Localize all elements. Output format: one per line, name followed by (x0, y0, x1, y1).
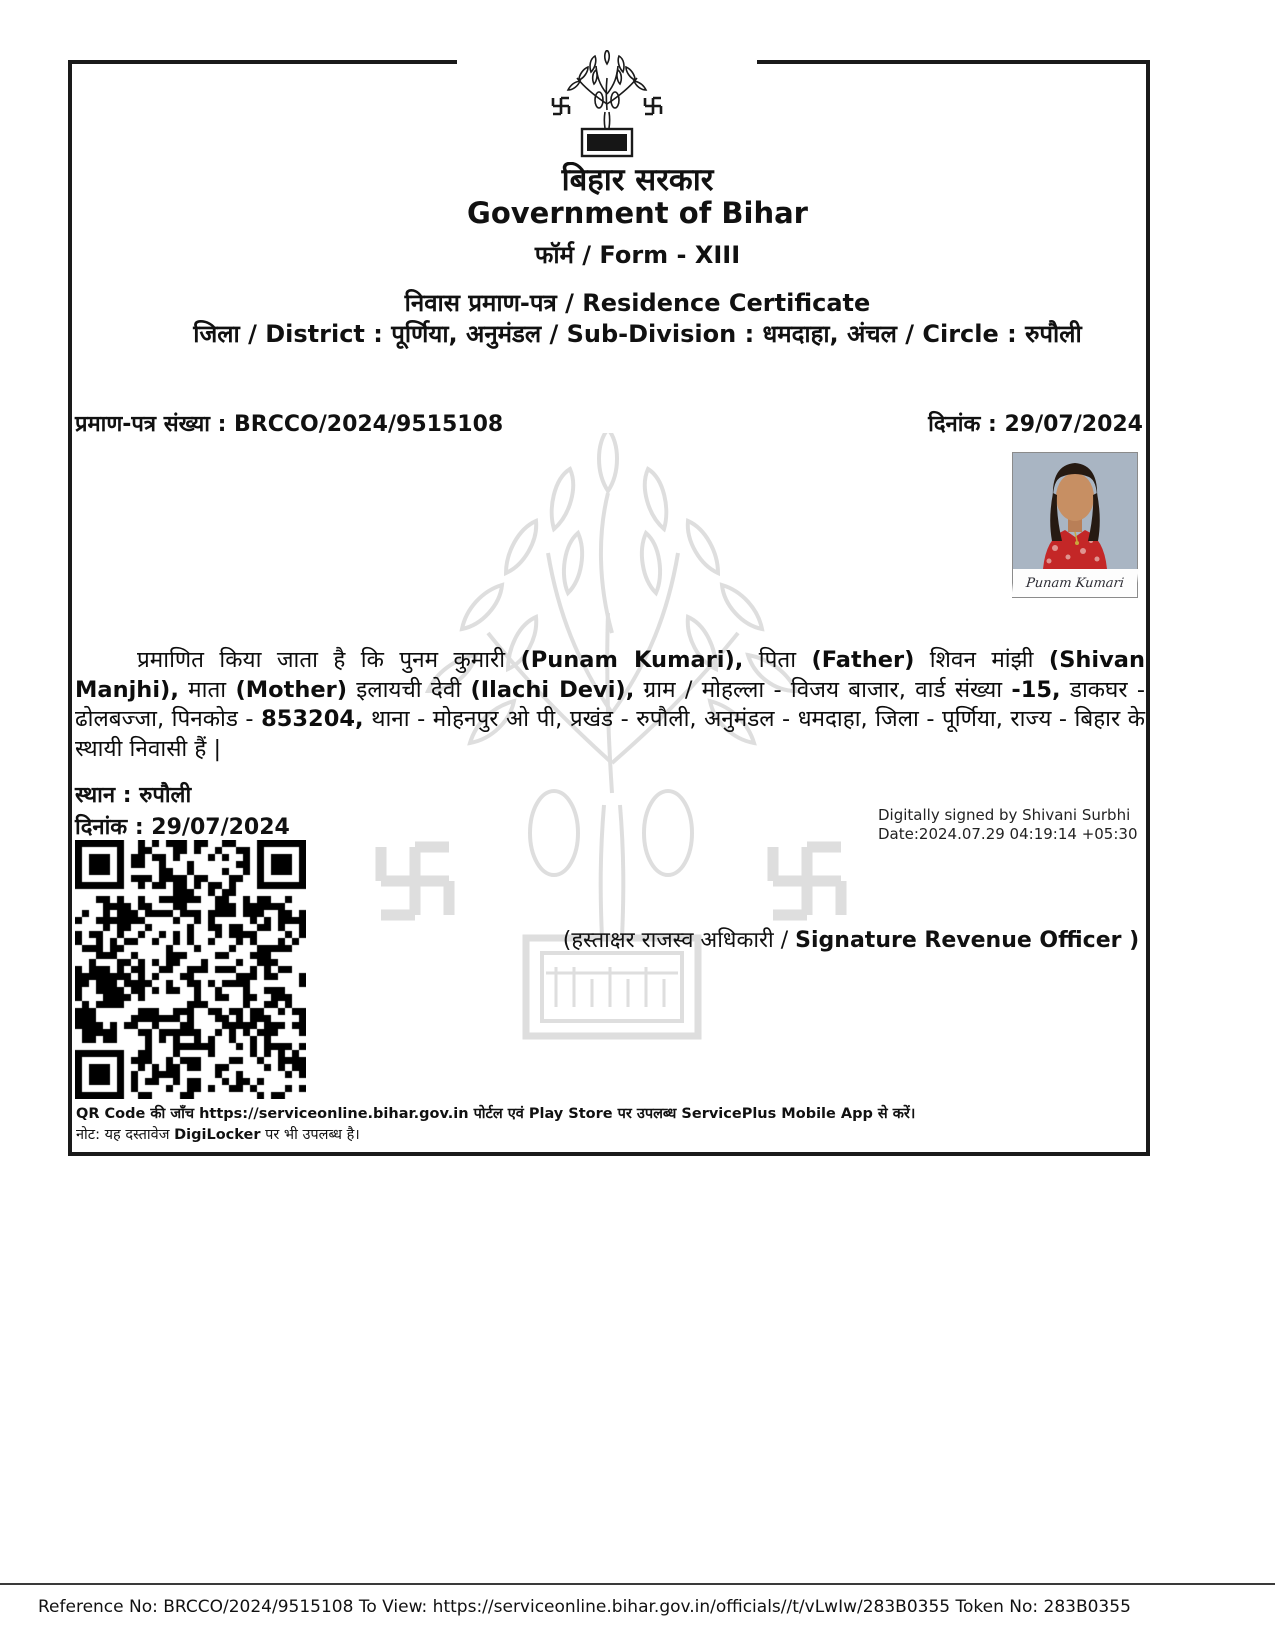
certificate-meta-row (75, 408, 1143, 438)
qr-verification-note: QR Code की जाँच https://serviceonline.bihar.gov.in पोर्टल एवं Play Store पर उपलब्ध ServicePlus Mobile App से करें। (76, 1106, 916, 1122)
verification-qr-code (75, 840, 306, 1099)
footer-divider (0, 1583, 1275, 1585)
reference-footer-line: Reference No: BRCCO/2024/9515108 To View: https://serviceonline.bihar.gov.in/officials//t/vLwIw/283B0355 Token No: 283B0355 (38, 1597, 1131, 1617)
emblem-box (457, 50, 757, 162)
digital-signature-date: Date:2024.07.29 04:19:14 +05:30 (878, 825, 1138, 843)
applicant-photo (1012, 452, 1138, 598)
certificate-date: दिनांक : 29/07/2024 (928, 412, 1143, 437)
government-title-hindi: बिहार सरकार (561, 162, 714, 198)
bihar-emblem-icon (541, 50, 673, 160)
certificate-title: निवास प्रमाण-पत्र / Residence Certificate (404, 289, 871, 317)
place-line: स्थान : रुपौली (75, 783, 192, 808)
government-title-english: Government of Bihar (467, 196, 808, 230)
bihar-emblem-watermark-icon (358, 433, 866, 1127)
district-subdivision-circle-line: जिला / District : पूर्णिया, अनुमंडल / Sub-Division : धमदाहा, अंचल / Circle : रुपौली (193, 320, 1082, 348)
certificate-body-text: प्रमाणित किया जाता है कि पुनम कुमारी (Punam Kumari), पिता (Father) शिवन मांझी (Shivan Manjhi), माता (Mother) इलायची देवी (Ilachi Devi), ग्राम / मोहल्ला - विजय बाजार, वार्ड संख्या -15, डाकघर - ढोलबज्जा, पिनकोड - 853204, थाना - मोहनपुर ओ पी, प्रखंड - रुपौली, अनुमंडल - धमदाहा, जिला - पूर्णिया, राज्य - बिहार के स्थायी निवासी हैं | (75, 647, 1145, 762)
digital-signature-name: Digitally signed by Shivani Surbhi (878, 806, 1131, 824)
form-number-line: फॉर्म / Form - XIII (534, 241, 741, 269)
applicant-handwritten-signature: Punam Kumari (1012, 569, 1139, 597)
applicant-portrait-image (1013, 453, 1137, 569)
certificate-footnotes (76, 1104, 1076, 1146)
issue-date-line: दिनांक : 29/07/2024 (75, 815, 290, 840)
revenue-officer-signature-line: (हस्ताक्षर राजस्व अधिकारी / Signature Revenue Officer ) (562, 928, 1140, 953)
certificate-number: प्रमाण-पत्र संख्या : BRCCO/2024/9515108 (75, 412, 504, 437)
digital-signature-block (878, 806, 1138, 844)
digilocker-note: नोट: यह दस्तावेज DigiLocker पर भी उपलब्ध है। (76, 1127, 360, 1143)
